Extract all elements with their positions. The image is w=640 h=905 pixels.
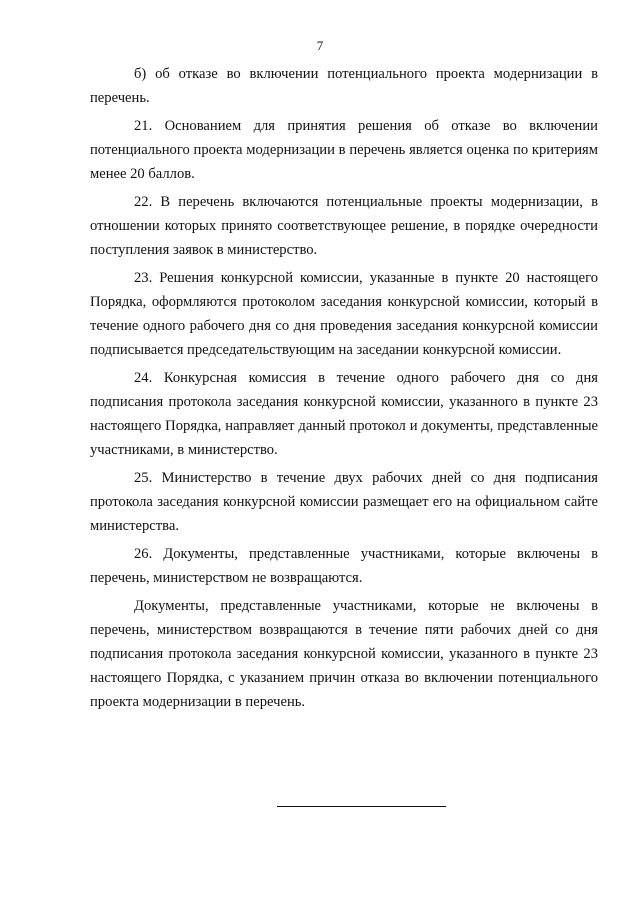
paragraph-26: 26. Документы, представленные участниками, которые включены в перечень, министерством не возвращаются. (90, 546, 598, 586)
document-body (90, 62, 598, 714)
paragraph-26-continuation: Документы, представленные участниками, которые не включены в перечень, министерством возвращаются в течение пяти рабочих дней со дня подписания протокола заседания конкурсной комиссии, указанного в пункте 23 настоящего Порядка, с указанием причин отказа во включении потенциального проекта модернизации в перечень. (90, 598, 598, 710)
paragraph-22: 22. В перечень включаются потенциальные проекты модернизации, в отношении которых принято соответствующее решение, в порядке очередности поступления заявок в министерство. (90, 194, 598, 258)
end-of-document-line (277, 806, 446, 807)
paragraph-21: 21. Основанием для принятия решения об отказе во включении потенциального проекта модернизации в перечень является оценка по критериям менее 20 баллов. (90, 118, 598, 182)
paragraph-24: 24. Конкурсная комиссия в течение одного рабочего дня со дня подписания протокола заседания конкурсной комиссии, указанного в пункте 23 настоящего Порядка, направляет данный протокол и документы, представленные участниками, в министерство. (90, 370, 598, 458)
paragraph-23: 23. Решения конкурсной комиссии, указанные в пункте 20 настоящего Порядка, оформляются протоколом заседания конкурсной комиссии, который в течение одного рабочего дня со дня проведения заседания конкурсной комиссии подписывается председательствующим на заседании конкурсной комиссии. (90, 270, 598, 358)
page-number: 7 (316, 38, 324, 53)
paragraph-b: б) об отказе во включении потенциального проекта модернизации в перечень. (90, 66, 598, 106)
paragraph-25: 25. Министерство в течение двух рабочих дней со дня подписания протокола заседания конкурсной комиссии размещает его на официальном сайте министерства. (90, 470, 598, 534)
